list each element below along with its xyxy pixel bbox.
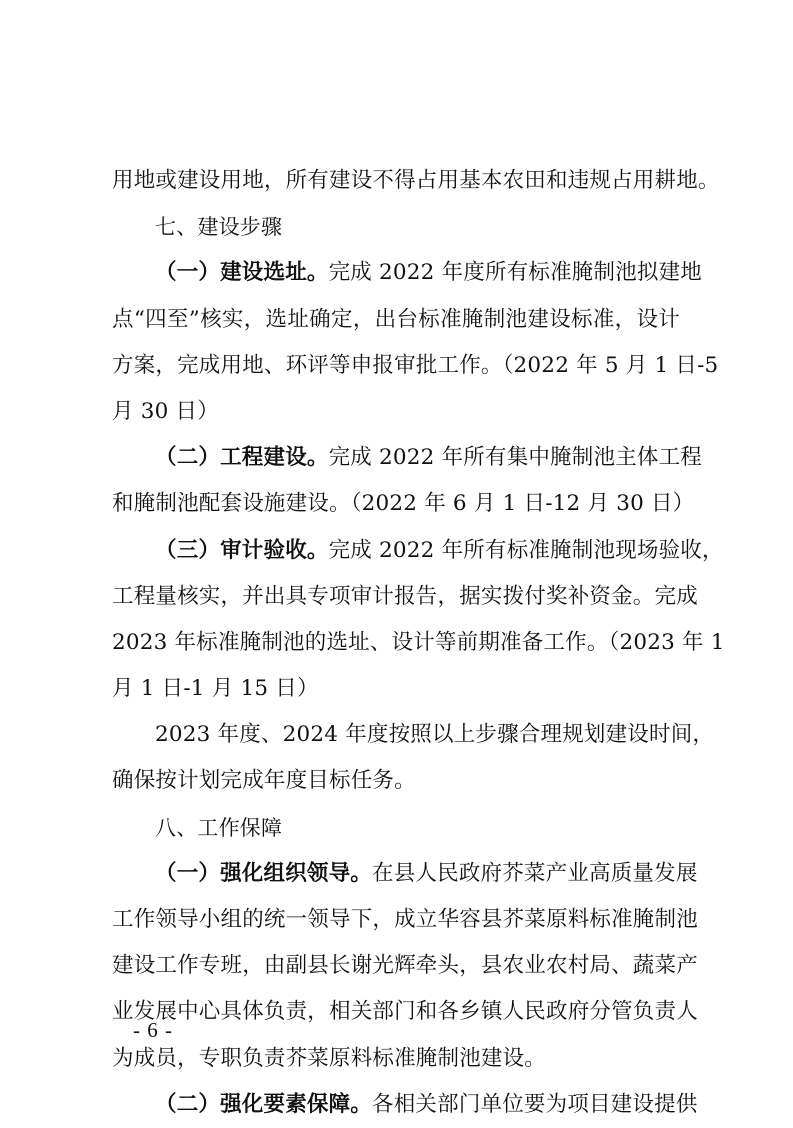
- section-heading: [112, 805, 680, 851]
- line-text: 方案，完成用地、环评等申报审批工作。（2022 年 5 月 1 日-5: [112, 352, 719, 378]
- subheading-text: （二）工程建设。: [155, 445, 329, 471]
- paragraph-line: [112, 1036, 680, 1082]
- paragraph-line: [112, 712, 715, 758]
- subheading-text: （一）强化组织领导。: [155, 860, 373, 886]
- line-text: 和腌制池配套设施建设。（2022 年 6 月 1 日-12 月 30 日）: [112, 491, 695, 517]
- line-text: 完成 2022 年所有集中腌制池主体工程: [328, 445, 702, 471]
- paragraph-line: [112, 574, 698, 620]
- paragraph-line: [112, 343, 719, 389]
- subheading-text: （一）建设选址。: [155, 260, 329, 286]
- heading-text: 八、工作保障: [155, 815, 283, 840]
- section-heading: [112, 204, 680, 250]
- line-text: 点“四至”核实，选址确定，出台标准腌制池建设标准，设计: [112, 306, 680, 332]
- paragraph-line: [112, 528, 724, 574]
- line-text: 完成 2022 年所有标准腌制池现场验收，: [328, 537, 724, 563]
- heading-text: 七、建设步骤: [155, 215, 283, 240]
- line-text: 工程量核实，并出具专项审计报告，据实拨付奖补资金。完成: [112, 583, 698, 609]
- paragraph-line: [112, 943, 698, 989]
- document-body: [112, 158, 725, 1128]
- line-text: 建设工作专班，由副县长谢光辉牵头，县农业农村局、蔬菜产: [112, 953, 698, 979]
- line-text: 月 1 日-1 月 15 日）: [112, 676, 319, 702]
- paragraph-line: [112, 250, 702, 296]
- paragraph-line: [112, 481, 695, 527]
- line-text: 工作领导小组的统一领导下，成立华容县芥菜原料标准腌制池: [112, 907, 698, 932]
- paragraph-line: [112, 758, 680, 804]
- line-text: 2023 年标准腌制池的选址、设计等前期准备工作。（2023 年 1: [112, 629, 725, 655]
- line-text: 各相关部门单位要为项目建设提供: [372, 1091, 698, 1117]
- subheading-text: （二）强化要素保障。: [155, 1091, 373, 1117]
- line-text: 业发展中心具体负责，相关部门和各乡镇人民政府分管负责人: [112, 999, 698, 1025]
- subheading-text: （三）审计验收。: [155, 537, 329, 563]
- line-text: 确保按计划完成年度目标任务。: [112, 768, 416, 794]
- line-text: 月 30 日）: [112, 398, 219, 424]
- paragraph-line: [112, 666, 680, 712]
- line-text: 用地或建设用地，所有建设不得占用基本农田和违规占用耕地。: [112, 168, 720, 193]
- paragraph-line: [112, 897, 698, 943]
- paragraph-line: [112, 1082, 698, 1128]
- paragraph-line: [112, 989, 698, 1035]
- line-text: 为成员，专职负责芥菜原料标准腌制池建设。: [112, 1045, 547, 1071]
- paragraph-line: [112, 158, 720, 204]
- paragraph-line: [112, 851, 698, 897]
- page-number: - 6 -: [133, 1018, 173, 1042]
- paragraph-line: [112, 297, 680, 343]
- paragraph-line: [112, 620, 725, 666]
- paragraph-line: [112, 389, 680, 435]
- paragraph-line: [112, 435, 702, 481]
- line-text: 完成 2022 年度所有标准腌制池拟建地: [328, 260, 702, 286]
- line-text: 在县人民政府芥菜产业高质量发展: [372, 860, 698, 886]
- line-text: 2023 年度、2024 年度按照以上步骤合理规划建设时间，: [155, 722, 715, 748]
